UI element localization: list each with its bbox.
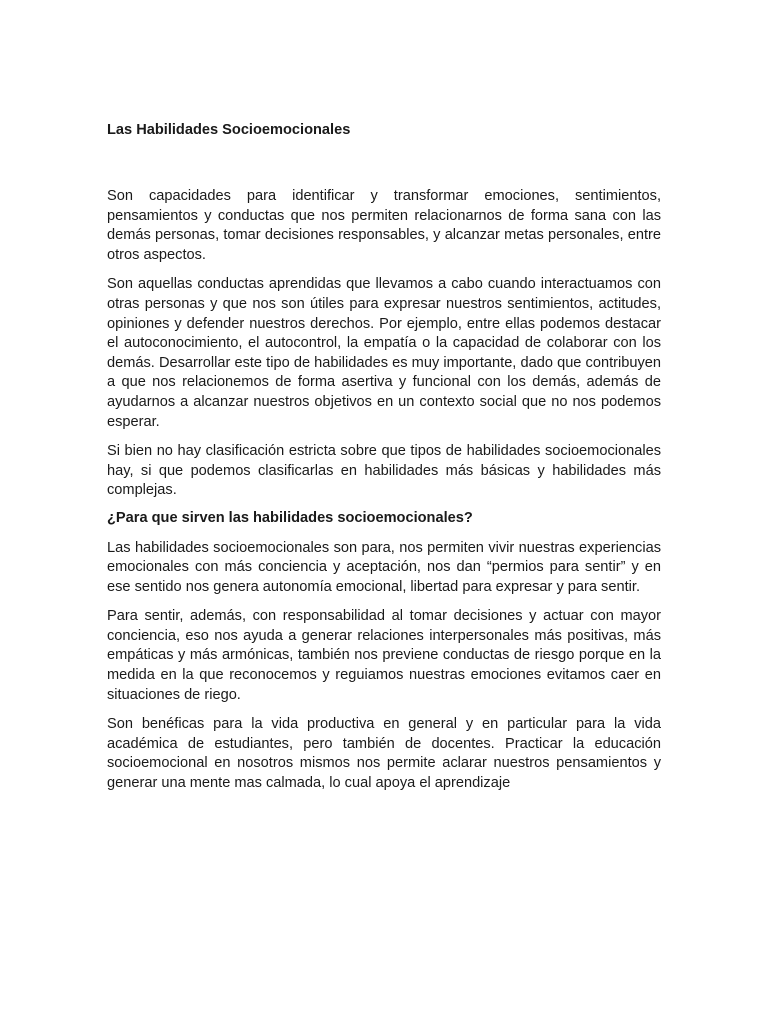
paragraph-intro-2: Son aquellas conductas aprendidas que llevamos a cabo cuando interactuamos con otras personas y que nos son útiles para expresar nuestros sentimientos, actitudes, opiniones y defender nuestros derechos. Por ejemplo, entre ellas podemos destacar el autoconocimiento, el autocontrol, la empatía o la capacidad de colaborar con los demás. Desarrollar este tipo de habilidades es muy importante, dado que contribuyen a que nos relacionemos de forma asertiva y funcional con los demás, además de ayudarnos a alcanzar nuestros objetivos en un contexto social que no nos podemos esperar. — [107, 276, 661, 430]
paragraph-section-3: Son benéficas para la vida productiva en general y en particular para la vida académica de estudiantes, pero también de docentes. Practicar la educación socioemocional en nosotros mismos nos permite aclarar nuestros pensamientos y generar una mente mas calmada, lo cual apoya el aprendizaje — [107, 716, 661, 792]
paragraph-intro-3: Si bien no hay clasificación estricta sobre que tipos de habilidades socioemocionales hay, si que podemos clasificarlas en habilidades más básicas y habilidades más complejas. — [107, 443, 661, 499]
document-body — [107, 118, 661, 794]
paragraph-intro-1: Son capacidades para identificar y transformar emociones, sentimientos, pensamientos y conductas que nos permiten relacionarnos de forma sana con las demás personas, tomar decisiones responsables, y alcanzar metas personales, entre otros aspectos. — [107, 188, 661, 263]
section-heading: ¿Para que sirven las habilidades socioemocionales? — [107, 509, 473, 526]
paragraph-section-1: Las habilidades socioemocionales son para, nos permiten vivir nuestras experiencias emocionales con más conciencia y aceptación, nos dan “permios para sentir” y en ese sentido nos genera autonomía emocional, libertad para expresar y para sentir. — [107, 539, 661, 595]
paragraph-section-2: Para sentir, además, con responsabilidad al tomar decisiones y actuar con mayor conciencia, eso nos ayuda a generar relaciones interpersonales más positivas, más empáticas y más armónicas, también nos previene conductas de riesgo porque en la medida en la que reconocemos y reguiamos nuestras emociones evitamos caer en situaciones de riego. — [107, 608, 661, 703]
document-title: Las Habilidades Socioemocionales — [107, 122, 351, 138]
